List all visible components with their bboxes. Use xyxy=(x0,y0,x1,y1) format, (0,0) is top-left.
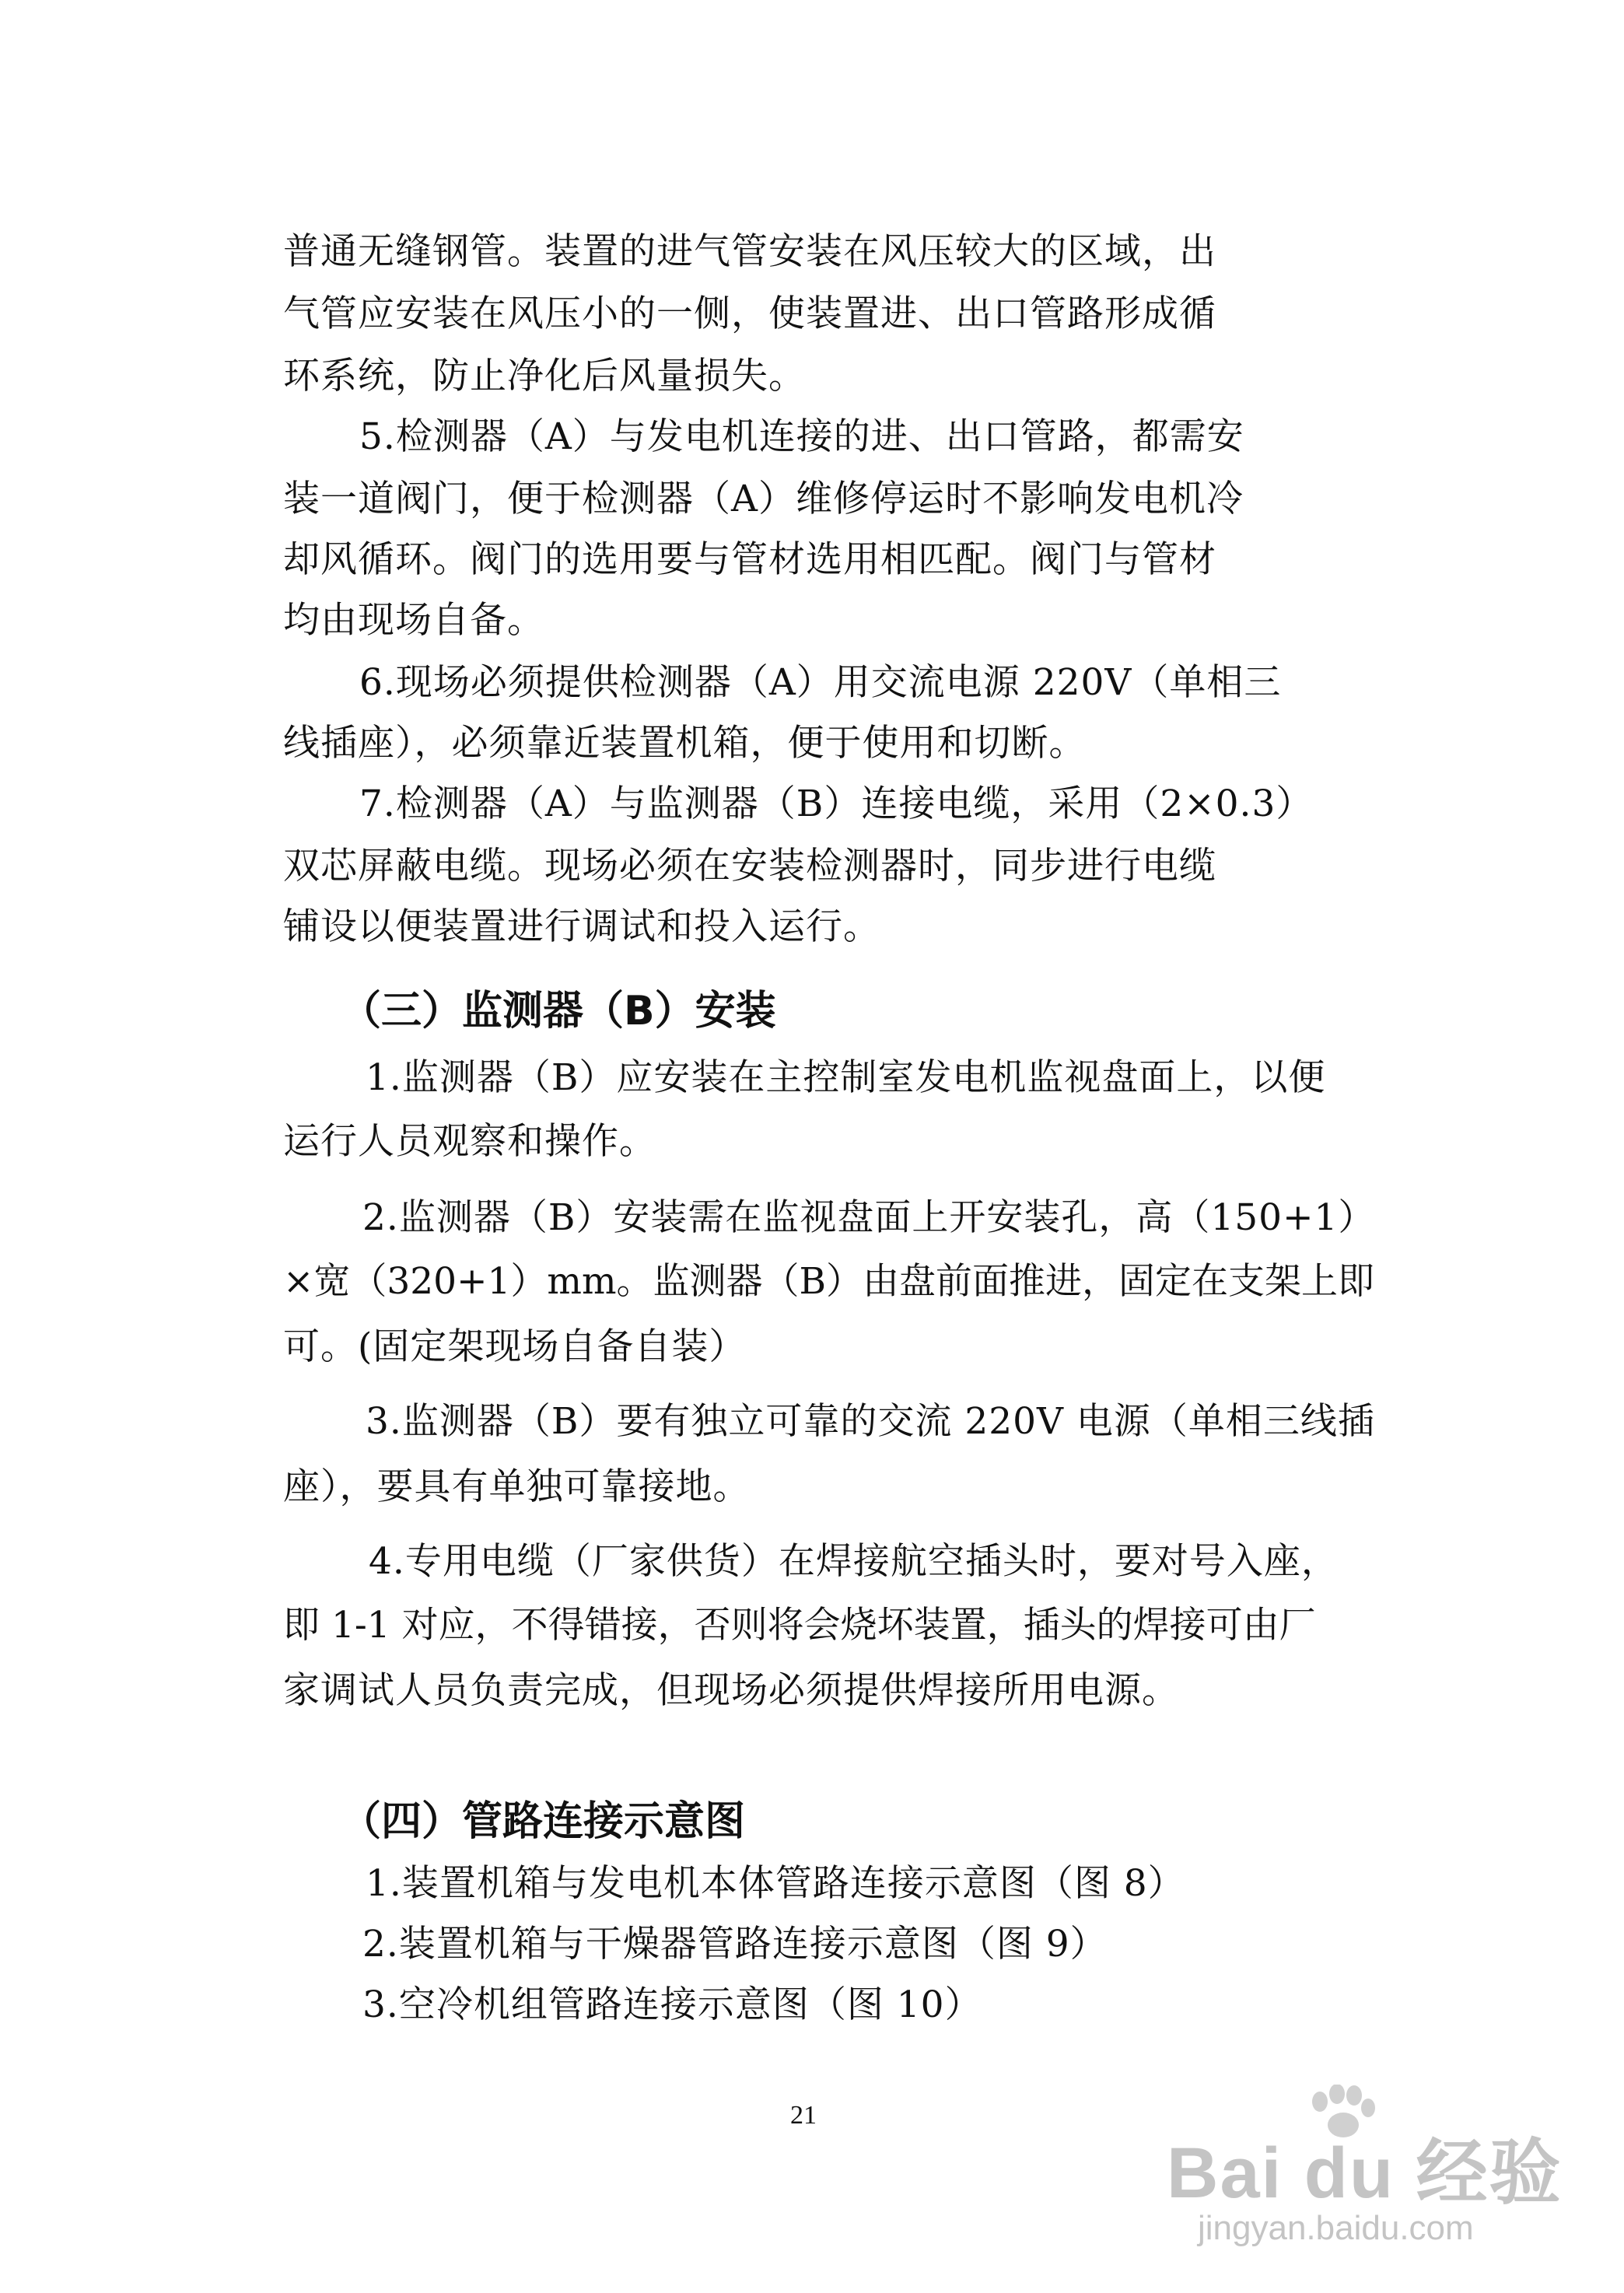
text-line: 装一道阀门，便于检测器（A）维修停运时不影响发电机冷 xyxy=(283,478,1244,520)
text-line: 双芯屏蔽电缆。现场必须在安装检测器时，同步进行电缆 xyxy=(283,845,1216,887)
watermark-url: jingyan.baidu.com xyxy=(1198,2209,1474,2247)
text-line: 1.监测器（B）应安装在主控制室发电机监视盘面上，以便 xyxy=(366,1056,1326,1099)
text-line: 可。(固定架现场自备自装） xyxy=(283,1325,747,1368)
text-line: 座），要具有单独可靠接地。 xyxy=(283,1465,751,1508)
page-number: 21 xyxy=(790,2101,817,2130)
text-line: 4.专用电缆（厂家供货）在焊接航空插头时，要对号入座， xyxy=(369,1540,1339,1583)
section-heading: （三）监测器（B）安装 xyxy=(341,988,776,1034)
text-line: 5.检测器（A）与发电机连接的进、出口管路，都需安 xyxy=(359,415,1244,458)
list-item: 1.装置机箱与发电机本体管路连接示意图（图 8） xyxy=(366,1862,1185,1905)
text-line: 普通无缝钢管。装置的进气管安装在风压较大的区域，出 xyxy=(283,230,1216,273)
text-line: 环系统，防止净化后风量损失。 xyxy=(283,355,806,397)
text-line: 家调试人员负责完成，但现场必须提供焊接所用电源。 xyxy=(283,1669,1179,1712)
text-line: 气管应安装在风压小的一侧，使装置进、出口管路形成循 xyxy=(283,292,1216,335)
text-line: ×宽（320+1）mm。监测器（B）由盘前面推进，固定在支架上即 xyxy=(283,1260,1375,1303)
text-line: 均由现场自备。 xyxy=(283,599,544,642)
section-heading: （四）管路连接示意图 xyxy=(341,1798,746,1845)
text-line: 7.检测器（A）与监测器（B）连接电缆，采用（2×0.3） xyxy=(359,782,1314,825)
watermark-logo: Bai du 经验 xyxy=(1167,2134,1563,2213)
list-item: 3.空冷机组管路连接示意图（图 10） xyxy=(362,1983,982,2026)
list-item: 2.装置机箱与干燥器管路连接示意图（图 9） xyxy=(362,1923,1108,1966)
baidu-watermark xyxy=(1143,2085,1579,2256)
text-line: 6.现场必须提供检测器（A）用交流电源 220V（单相三 xyxy=(359,661,1282,704)
text-line: 2.监测器（B）安装需在监视盘面上开安装孔，高（150+1） xyxy=(362,1196,1376,1239)
text-line: 铺设以便装置进行调试和投入运行。 xyxy=(283,905,880,948)
text-line: 却风循环。阀门的选用要与管材选用相匹配。阀门与管材 xyxy=(283,538,1216,581)
text-line: 3.监测器（B）要有独立可靠的交流 220V 电源（单相三线插 xyxy=(366,1400,1375,1443)
text-line: 线插座），必须靠近装置机箱，便于使用和切断。 xyxy=(283,722,1087,765)
text-line: 运行人员观察和操作。 xyxy=(283,1120,656,1163)
text-line: 即 1-1 对应，不得错接，否则将会烧坏装置，插头的焊接可由厂 xyxy=(283,1604,1316,1647)
